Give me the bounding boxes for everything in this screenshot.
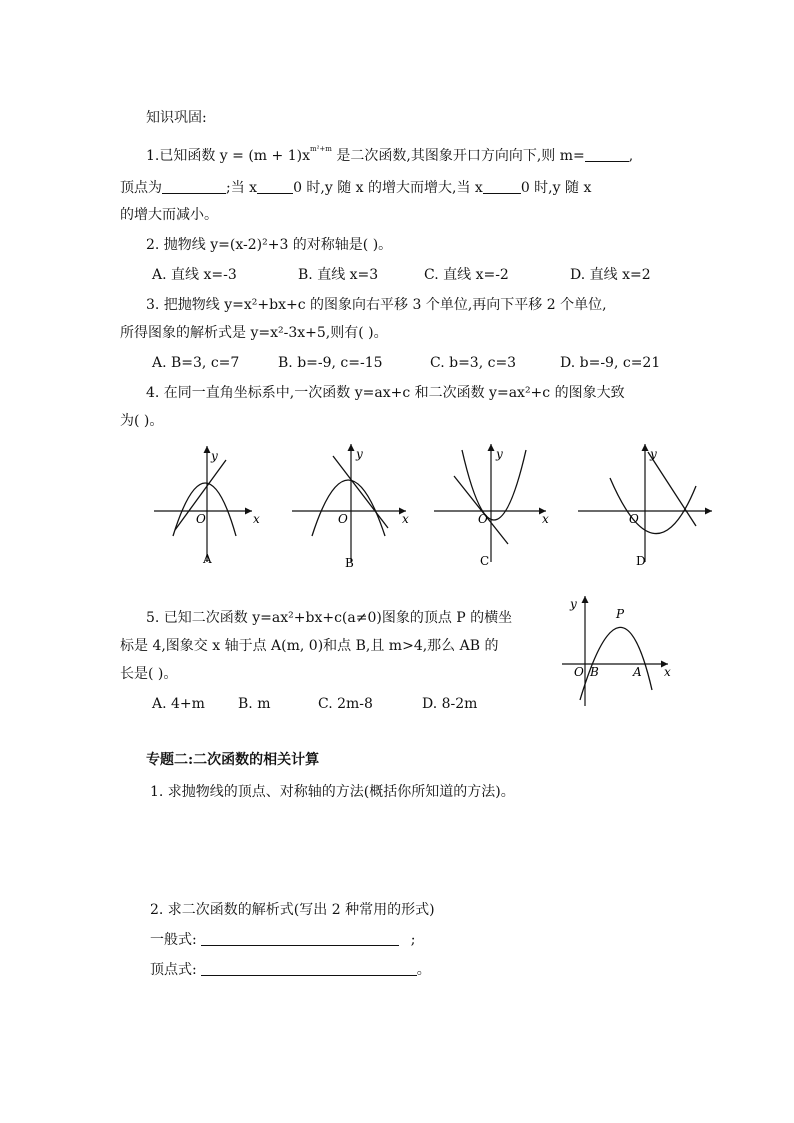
y-label: y <box>650 447 657 461</box>
graph-label-b: B <box>345 556 354 570</box>
y-label: y <box>570 597 577 611</box>
graph-b[interactable] <box>292 444 409 570</box>
question-1-line-3: 的增大而减小。 <box>120 207 218 223</box>
x-label: x <box>664 665 671 679</box>
blank-vertex[interactable] <box>162 179 226 194</box>
q1-text-e: 0 时,y 随 x <box>520 180 592 196</box>
question-3-line-1: 3. 把抛物线 y=x²+bx+c 的图象向右平移 3 个单位,再向下平移 2 个单位, <box>146 297 607 313</box>
blank-m[interactable] <box>585 147 629 162</box>
vertex-form-row <box>150 960 431 980</box>
q1-end: , <box>628 148 634 164</box>
q5-option-b[interactable]: B. m <box>238 696 271 712</box>
parabola <box>312 480 385 536</box>
blank-increase[interactable] <box>257 179 293 194</box>
graph-label-c: C <box>480 554 490 568</box>
general-form-label: 一般式: <box>150 932 197 948</box>
vertex-form-label: 顶点式: <box>150 962 197 978</box>
topic-2-item-2: 2. 求二次函数的解析式(写出 2 种常用的形式) <box>150 902 435 918</box>
q2-option-c[interactable]: C. 直线 x=-2 <box>424 267 509 283</box>
graph-d[interactable] <box>578 444 712 568</box>
q1-text-c: ;当 x <box>226 180 258 196</box>
q5-option-d[interactable]: D. 8-2m <box>422 696 478 712</box>
question-4-line-2: 为( )。 <box>120 413 164 429</box>
q3-option-d[interactable]: D. b=-9, c=21 <box>560 355 661 371</box>
y-label: y <box>211 449 218 463</box>
graph-label-a: A <box>203 552 212 566</box>
point-b-label: B <box>590 665 599 679</box>
origin-label: O <box>478 512 488 526</box>
general-form-row <box>150 930 415 950</box>
question-4-line-1: 4. 在同一直角坐标系中,一次函数 y=ax+c 和二次函数 y=ax²+c 的图象大致 <box>146 385 625 401</box>
question-1-line-2 <box>120 178 591 198</box>
general-form-end: ; <box>410 932 416 948</box>
x-label: x <box>542 512 549 526</box>
q3-option-a[interactable]: A. B=3, c=7 <box>152 355 240 371</box>
topic-2-item-1: 1. 求抛物线的顶点、对称轴的方法(概括你所知道的方法)。 <box>150 784 515 800</box>
q5-option-a[interactable]: A. 4+m <box>152 696 205 712</box>
line <box>454 476 508 544</box>
question-5-line-2: 标是 4,图象交 x 轴于点 A(m, 0)和点 B,且 m>4,那么 AB 的 <box>120 638 499 654</box>
question-2: 2. 抛物线 y=(x-2)²+3 的对称轴是( )。 <box>146 237 393 253</box>
question-5-line-3: 长是( )。 <box>120 666 178 682</box>
section-heading: 知识巩固: <box>146 110 207 126</box>
origin-label: O <box>338 512 348 526</box>
q1-vertex-label: 顶点为 <box>120 180 162 196</box>
vertex-form-end: 。 <box>416 962 431 978</box>
y-label: y <box>496 447 503 461</box>
origin-label: O <box>574 665 584 679</box>
y-label: y <box>356 447 363 461</box>
topic-2-title: 专题二:二次函数的相关计算 <box>146 752 320 768</box>
q1-text-d: 0 时,y 随 x 的增大而增大,当 x <box>293 180 483 196</box>
parabola <box>173 483 236 536</box>
question-5-line-1: 5. 已知二次函数 y=ax²+bx+c(a≠0)图象的顶点 P 的横坐 <box>146 610 513 626</box>
q3-option-b[interactable]: B. b=-9, c=-15 <box>278 355 383 371</box>
graph-label-d: D <box>636 554 646 568</box>
origin-label: O <box>196 512 206 526</box>
q2-option-a[interactable]: A. 直线 x=-3 <box>152 267 237 283</box>
parabola <box>462 450 526 520</box>
q1-text-b: 是二次函数,其图象开口方向向下,则 m= <box>331 148 585 164</box>
q3-option-c[interactable]: C. b=3, c=3 <box>430 355 517 371</box>
x-label: x <box>253 512 260 526</box>
question-3-line-2: 所得图象的解析式是 y=x²-3x+5,则有( )。 <box>120 325 388 341</box>
general-form-blank[interactable] <box>201 931 399 946</box>
line <box>648 452 696 526</box>
q5-option-c[interactable]: C. 2m-8 <box>318 696 373 712</box>
blank-decrease[interactable] <box>483 179 521 194</box>
q2-option-b[interactable]: B. 直线 x=3 <box>298 267 379 283</box>
point-a-label: A <box>633 665 642 679</box>
q1-text-a: 1.已知函数 y = (m + 1)x <box>146 148 310 164</box>
origin-label: O <box>629 512 639 526</box>
q1-exponent: m²+m <box>309 145 332 153</box>
graph-a[interactable] <box>154 446 260 566</box>
q5-figure <box>560 590 680 710</box>
vertex-form-blank[interactable] <box>201 961 417 976</box>
q2-option-d[interactable]: D. 直线 x=2 <box>570 267 651 283</box>
q4-graphs <box>140 440 720 575</box>
question-1-line-1 <box>146 139 633 166</box>
vertex-label: P <box>616 607 625 621</box>
x-label: x <box>402 512 409 526</box>
graph-c[interactable] <box>434 444 549 568</box>
